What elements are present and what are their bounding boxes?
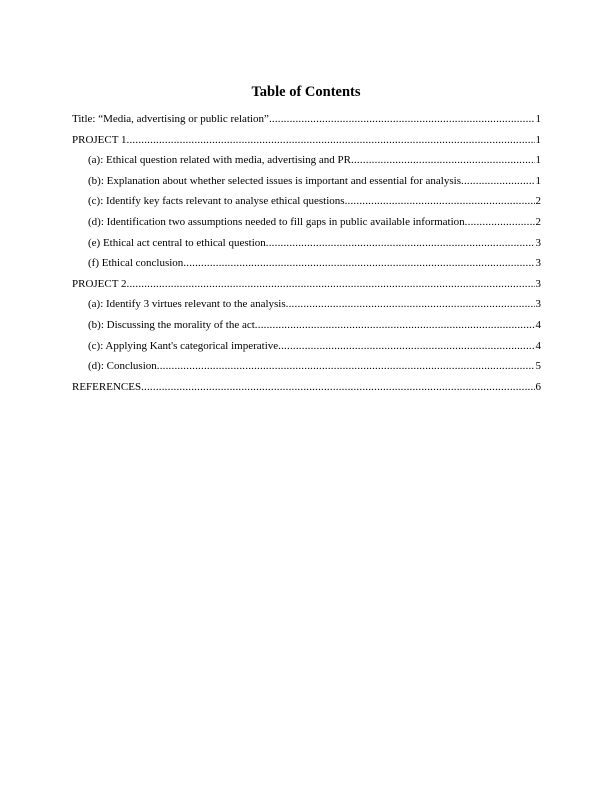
toc-dot-leader	[351, 153, 534, 167]
toc-entry-label[interactable]: (f) Ethical conclusion	[88, 257, 184, 270]
toc-dot-leader	[266, 236, 535, 250]
toc-entry-p1-c[interactable]	[72, 194, 541, 215]
toc-entry-label[interactable]: (d): Identification two assumptions needed to fill gaps in public available information	[88, 215, 465, 228]
toc-entry-project-2[interactable]	[72, 277, 541, 298]
toc-entry-p2-b[interactable]	[72, 318, 541, 339]
toc-entry-p1-b[interactable]	[72, 174, 541, 195]
toc-page-number: 3	[535, 236, 541, 249]
toc-entry-label[interactable]: (b): Explanation about whether selected issues is important and essential for analysis	[88, 174, 461, 187]
toc-heading: Table of Contents	[251, 84, 361, 100]
toc-dot-leader	[465, 215, 535, 229]
toc-page-number: 1	[535, 113, 541, 125]
toc-dot-leader	[278, 339, 534, 353]
toc-entry-label[interactable]: (c): Identify key facts relevant to analyse ethical questions	[88, 195, 345, 208]
toc-entry-title[interactable]	[72, 112, 541, 133]
toc-dot-leader	[157, 359, 535, 373]
toc-dot-leader	[269, 112, 535, 126]
toc-page-number: 1	[535, 154, 541, 167]
toc-dot-leader	[345, 194, 535, 208]
toc-entry-label[interactable]: (a): Ethical question related with media, advertising and PR	[88, 154, 352, 167]
toc-page-number: 6	[535, 380, 541, 393]
toc-page-number: 3	[535, 298, 541, 311]
toc-entry-references[interactable]	[72, 380, 541, 401]
toc-page-number: 3	[535, 277, 541, 290]
toc-dot-leader	[183, 256, 534, 270]
toc-dot-leader	[255, 318, 535, 332]
toc-dot-leader	[127, 277, 535, 291]
toc-entry-p2-a[interactable]	[72, 297, 541, 318]
toc-list	[72, 112, 541, 400]
toc-dot-leader	[141, 380, 534, 394]
toc-entry-label[interactable]: (c): Applying Kant's categorical imperative	[88, 339, 279, 352]
toc-entry-project-1[interactable]	[72, 133, 541, 154]
toc-entry-p2-d[interactable]	[72, 359, 541, 380]
toc-entry-label[interactable]: (d): Conclusion	[88, 360, 157, 373]
toc-entry-label[interactable]: (b): Discussing the morality of the act	[88, 318, 255, 331]
toc-entry-p1-d[interactable]	[72, 215, 541, 236]
toc-entry-p1-e[interactable]	[72, 236, 541, 257]
toc-entry-label[interactable]: (a): Identify 3 virtues relevant to the analysis	[88, 298, 286, 311]
toc-dot-leader	[127, 133, 535, 147]
toc-page-number: 4	[535, 318, 541, 331]
toc-page-number: 3	[535, 257, 541, 270]
toc-page-number: 1	[535, 174, 541, 187]
toc-entry-label[interactable]: REFERENCES	[72, 380, 142, 393]
toc-dot-leader	[286, 297, 535, 311]
toc-page-number: 2	[535, 215, 541, 228]
toc-entry-label[interactable]: PROJECT 2	[72, 277, 127, 290]
toc-entry-p2-c[interactable]	[72, 339, 541, 360]
toc-dot-leader	[461, 174, 535, 188]
toc-page-number: 5	[535, 360, 541, 373]
toc-entry-label[interactable]: (e) Ethical act central to ethical question	[88, 236, 266, 249]
toc-entry-label[interactable]: PROJECT 1	[72, 133, 127, 146]
toc-page-number: 2	[535, 195, 541, 208]
toc-entry-p1-a[interactable]	[72, 153, 541, 174]
toc-page-number: 1	[535, 133, 541, 146]
toc-entry-p1-f[interactable]	[72, 256, 541, 277]
toc-page-number: 4	[535, 339, 541, 352]
toc-entry-label[interactable]: Title: “Media, advertising or public relation”	[72, 113, 269, 125]
